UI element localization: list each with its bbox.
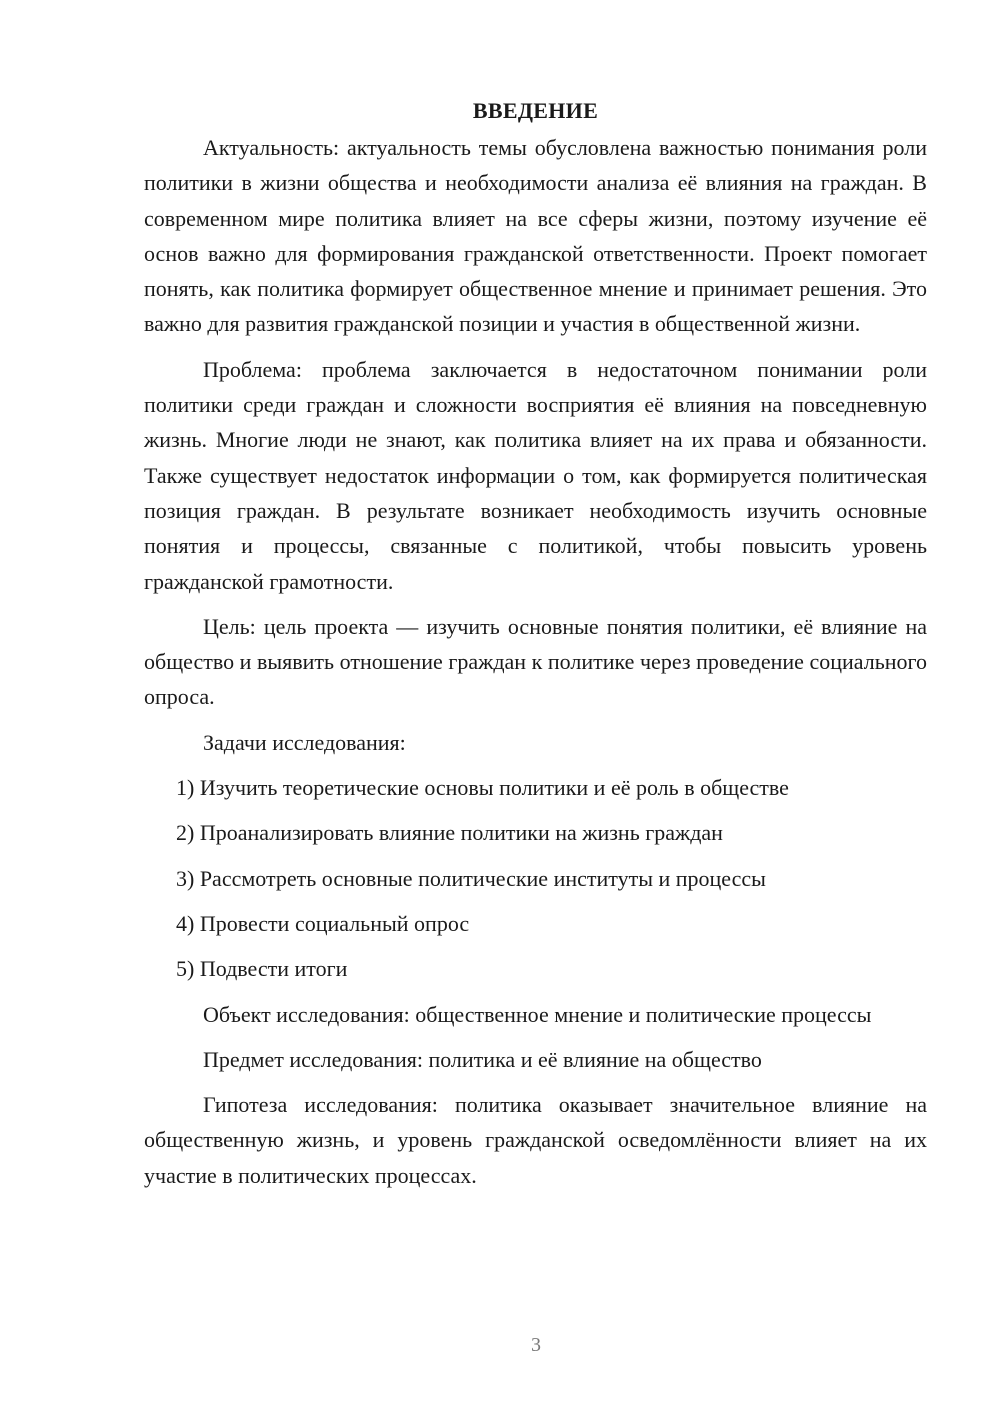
page-number: 3: [531, 1334, 541, 1356]
section-title: ВВЕДЕНИЕ: [472, 98, 599, 123]
page-content: [144, 96, 927, 1193]
research-object: Объект исследования: общественное мнение и политические процессы: [203, 1001, 872, 1027]
task-item: 3) Рассмотреть основные политические институты и процессы: [176, 865, 766, 891]
research-subject: Предмет исследования: политика и её влияние на общество: [203, 1046, 762, 1072]
research-hypothesis: Гипотеза исследования: политика оказывает значительное влияние на общественную жизнь, и уровень гражданской осведомлённости влияет на их участие в политических процессах.: [144, 1092, 927, 1188]
problem-paragraph: Проблема: проблема заключается в недостаточном понимании роли политики среди граждан и сложности восприятия её влияния на повседневную жизнь. Многие люди не знают, как политика влияет на их права и обязанности. Также существует недостаток информации о том, как формируется политическая позиция граждан. В результате возникает необходимость изучить основные понятия и процессы, связанные с политикой, чтобы повысить уровень гражданской грамотности.: [144, 356, 927, 594]
task-item: 4) Провести социальный опрос: [176, 910, 470, 936]
task-item: 2) Проанализировать влияние политики на жизнь граждан: [176, 820, 723, 846]
task-item: 1) Изучить теоретические основы политики и её роль в обществе: [176, 775, 789, 801]
tasks-list: [144, 770, 927, 986]
tasks-heading: Задачи исследования:: [203, 729, 406, 755]
goal-paragraph: Цель: цель проекта — изучить основные понятия политики, её влияние на общество и выявить отношение граждан к политике через проведение социального опроса.: [144, 613, 927, 710]
relevance-paragraph: Актуальность: актуальность темы обусловлена важностью понимания роли политики в жизни общества и необходимости анализа её влияния на граждан. В современном мире политика влияет на все сферы жизни, поэтому изучение её основ важно для формирования гражданской ответственности. Проект помогает понять, как политика формирует общественное мнение и принимает решения. Это важно для развития гражданской позиции и участия в общественной жизни.: [144, 135, 927, 337]
task-item: 5) Подвести итоги: [176, 956, 348, 982]
